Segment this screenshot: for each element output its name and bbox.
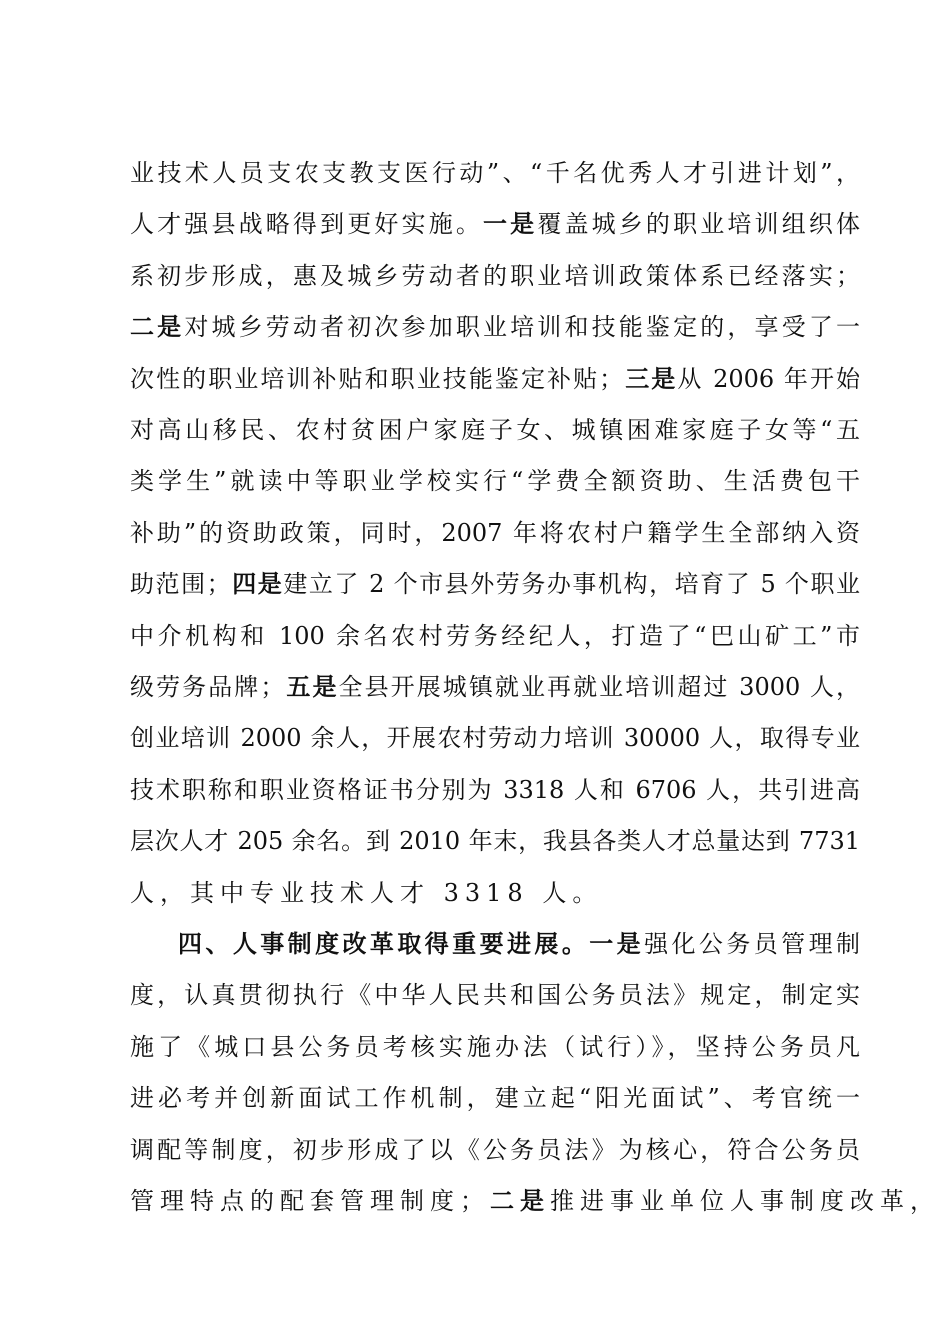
text-run: 进必考并创新面试工作机制，建立起“阳光面试”、考官统一	[130, 1084, 860, 1112]
text-line	[130, 770, 860, 810]
text-line	[130, 461, 860, 501]
text-run: 全县开展城镇就业再就业培训超过 3000 人，	[338, 673, 861, 701]
text-run: 次性的职业培训补贴和职业技能鉴定补贴；	[130, 365, 624, 393]
text-run: 管理特点的配套管理制度；	[130, 1187, 490, 1215]
text-run: 调配等制度，初步形成了以《公务员法》为核心，符合公务员	[130, 1136, 860, 1164]
text-run: 类学生”就读中等职业学校实行“学费全额资助、生活费包干	[130, 467, 860, 495]
text-run: 业技术人员支农支教支医行动”、“千名优秀人才引进计划”，	[130, 159, 860, 187]
text-line	[130, 153, 860, 193]
text-line	[130, 667, 860, 707]
text-run: 从 2006 年开始	[677, 365, 861, 393]
text-run: 中介机构和 100 余名农村劳务经纪人，打造了“巴山矿工”市	[130, 622, 860, 650]
bold-text-run: 一是	[589, 929, 645, 958]
text-run: 人，其中专业技术人才 3318 人。	[130, 879, 603, 907]
bold-text-run: 二是	[130, 312, 185, 341]
text-run: 推进事业单位人事制度改革，	[550, 1187, 940, 1215]
text-run: 助范围；	[130, 570, 231, 598]
bold-text-run: 二是	[490, 1186, 550, 1215]
bold-text-run: 五是	[284, 672, 339, 701]
text-run: 补助”的资助政策，同时，2007 年将农村户籍学生全部纳入资	[130, 519, 860, 547]
text-line	[130, 307, 860, 347]
text-run: 施了《城口县公务员考核实施办法（试行）》，坚持公务员凡	[130, 1033, 860, 1061]
text-run: 系初步形成，惠及城乡劳动者的职业培训政策体系已经落实；	[130, 262, 860, 290]
text-line	[130, 1027, 860, 1067]
text-line	[130, 821, 860, 861]
text-line	[130, 1130, 860, 1170]
text-run: 层次人才 205 余名。到 2010 年末，我县各类人才总量达到 7731	[130, 827, 860, 855]
text-run: 创业培训 2000 余人，开展农村劳动力培训 30000 人，取得专业	[130, 724, 860, 752]
text-run: 级劳务品牌；	[130, 673, 285, 701]
bold-text-run: 三是	[623, 364, 678, 393]
text-line	[130, 1181, 940, 1221]
bold-text-run: 四是	[230, 569, 284, 598]
text-line	[130, 359, 860, 399]
text-run: 强化公务员管理制	[644, 930, 861, 958]
text-line	[130, 975, 860, 1015]
text-line	[130, 1078, 860, 1118]
text-line	[130, 204, 860, 244]
text-line	[130, 256, 860, 296]
text-line	[130, 564, 860, 604]
text-line	[178, 924, 860, 964]
text-line	[130, 873, 860, 913]
bold-text-run: 四、人事制度改革取得重要进展。	[178, 929, 590, 958]
text-line	[130, 718, 860, 758]
text-run: 技术职称和职业资格证书分别为 3318 人和 6706 人，共引进高	[130, 776, 860, 804]
text-run: 人才强县战略得到更好实施。	[130, 210, 483, 238]
text-run: 建立了 2 个市县外劳务办事机构，培育了 5 个职业	[283, 570, 861, 598]
text-line	[130, 513, 860, 553]
text-run: 对城乡劳动者初次参加职业培训和技能鉴定的，享受了一	[184, 313, 861, 341]
text-line	[130, 616, 860, 656]
text-run: 覆盖城乡的职业培训组织体	[537, 210, 861, 238]
text-line	[130, 410, 860, 450]
text-run: 对高山移民、农村贫困户家庭子女、城镇困难家庭子女等“五	[130, 416, 860, 444]
bold-text-run: 一是	[483, 209, 538, 238]
text-run: 度，认真贯彻执行《中华人民共和国公务员法》规定，制定实	[130, 981, 860, 1009]
